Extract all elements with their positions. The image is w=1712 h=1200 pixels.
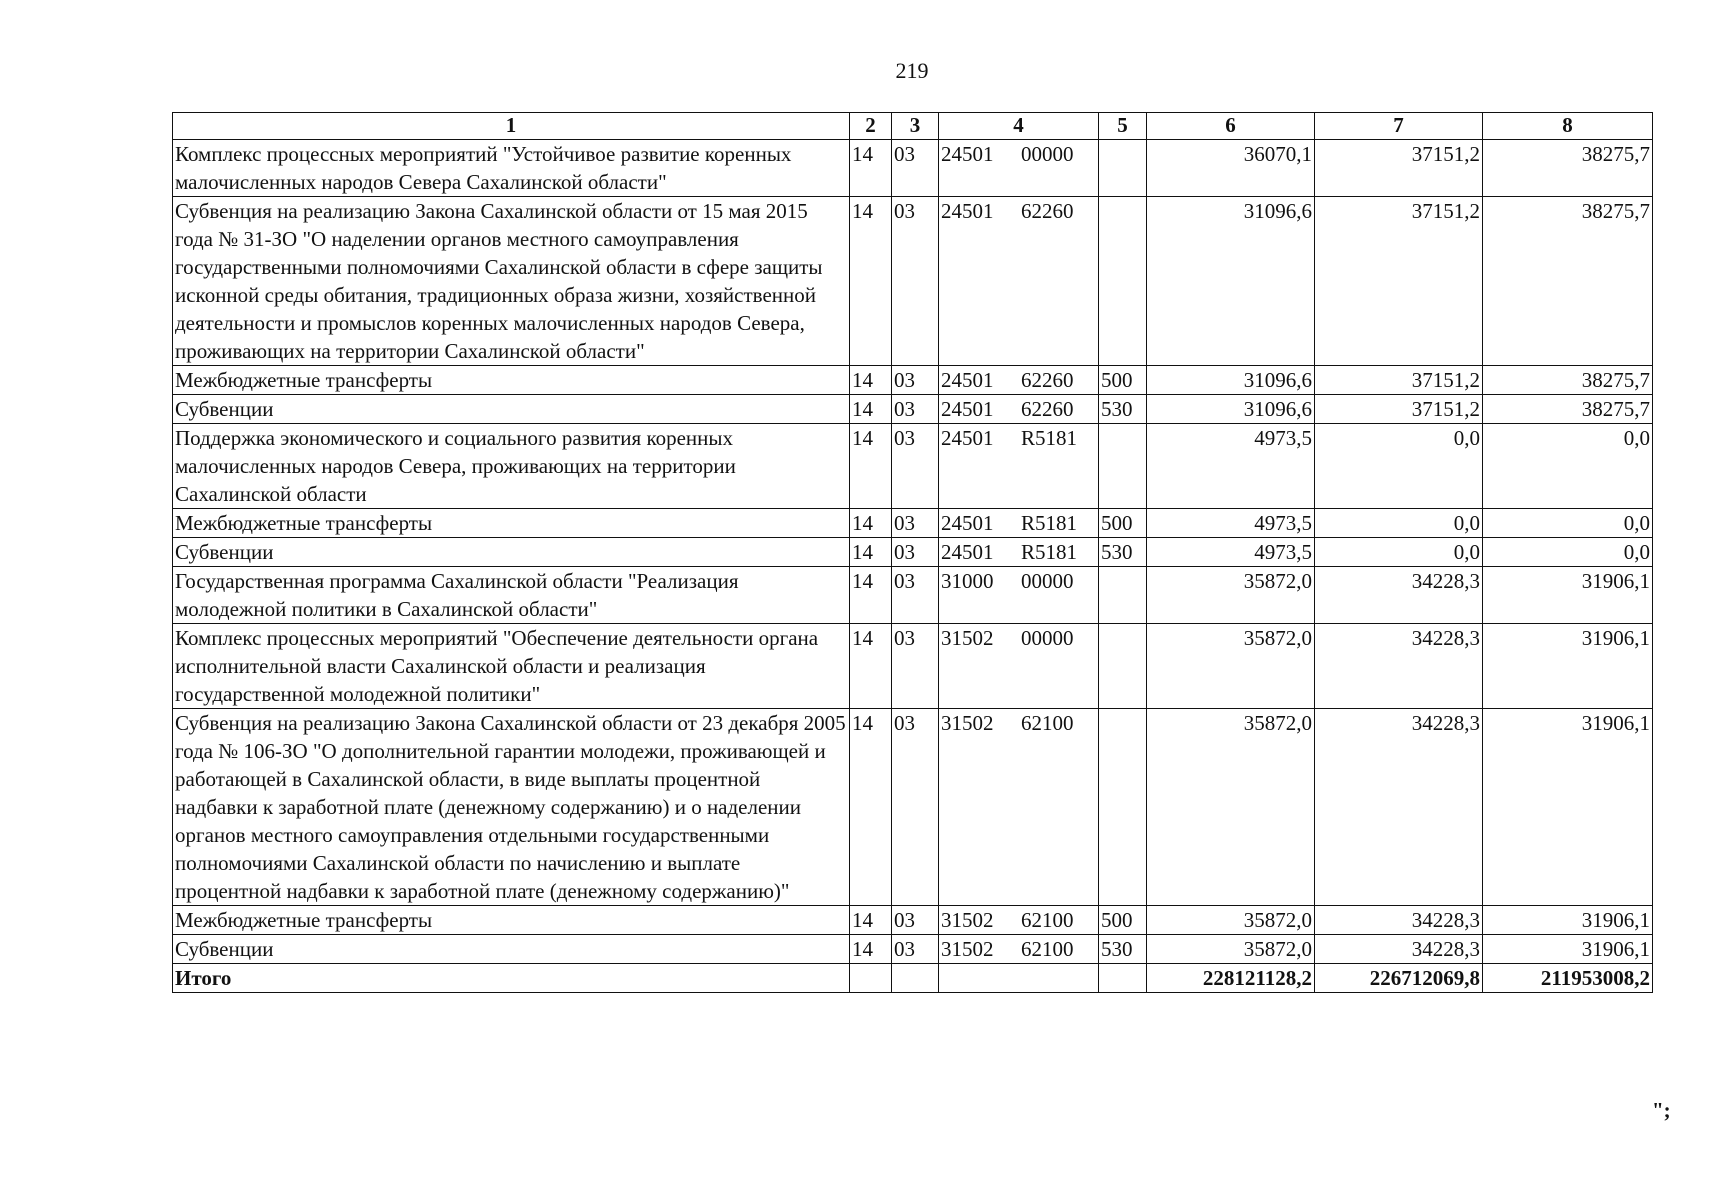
amount-col7: 34228,3 [1315, 624, 1483, 709]
code-expense-type: 500 [1099, 366, 1147, 395]
row-description: Государственная программа Сахалинской области "Реализация молодежной политики в Сахалинской области" [173, 567, 850, 624]
code-section: 14 [850, 140, 892, 197]
table-row [173, 424, 1653, 509]
code-program: 24501 [941, 142, 994, 166]
amount-col7: 34228,3 [1315, 709, 1483, 906]
code-program: 24501 [941, 426, 994, 450]
col-header-5: 5 [1099, 113, 1147, 140]
code-section: 14 [850, 935, 892, 964]
amount-col7: 37151,2 [1315, 197, 1483, 366]
code-expense-type [1099, 709, 1147, 906]
amount-col6: 31096,6 [1147, 366, 1315, 395]
page-number: 219 [895, 58, 929, 83]
row-description: Субвенция на реализацию Закона Сахалинской области от 15 мая 2015 года № 31-ЗО "О наделении органов местного самоуправления государственными полномочиями Сахалинской области в сфере защиты исконной среды обитания, традиционных образа жизни, хозяйственной деятельности и промыслов коренных малочисленных народов Севера, проживающих на территории Сахалинской области" [173, 197, 850, 366]
amount-col6: 35872,0 [1147, 906, 1315, 935]
code-direction: 62260 [1021, 397, 1074, 421]
amount-col7: 0,0 [1315, 424, 1483, 509]
table-row [173, 567, 1653, 624]
amount-col8: 31906,1 [1483, 906, 1653, 935]
amount-col8: 31906,1 [1483, 567, 1653, 624]
code-direction: 62260 [1021, 368, 1074, 392]
code-program: 31502 [941, 626, 994, 650]
code-expense-type: 500 [1099, 906, 1147, 935]
code-program: 24501 [941, 511, 994, 535]
amount-col8: 31906,1 [1483, 935, 1653, 964]
code-target-article [939, 395, 1099, 424]
code-expense-type [1099, 197, 1147, 366]
row-description: Межбюджетные трансферты [173, 509, 850, 538]
code-direction: 62100 [1021, 908, 1074, 932]
code-program: 31000 [941, 569, 994, 593]
code-section: 14 [850, 197, 892, 366]
empty-cell [850, 964, 892, 993]
code-subsection: 03 [892, 538, 939, 567]
code-expense-type: 530 [1099, 935, 1147, 964]
col-header-1: 1 [173, 113, 850, 140]
amount-col6: 35872,0 [1147, 935, 1315, 964]
amount-col8: 38275,7 [1483, 197, 1653, 366]
row-description: Комплекс процессных мероприятий "Устойчивое развитие коренных малочисленных народов Севера Сахалинской области" [173, 140, 850, 197]
code-subsection: 03 [892, 197, 939, 366]
row-description: Межбюджетные трансферты [173, 906, 850, 935]
amount-col6: 31096,6 [1147, 395, 1315, 424]
table-row [173, 709, 1653, 906]
code-target-article [939, 709, 1099, 906]
code-target-article [939, 140, 1099, 197]
code-section: 14 [850, 709, 892, 906]
amount-col7: 0,0 [1315, 509, 1483, 538]
empty-cell [892, 964, 939, 993]
code-section: 14 [850, 567, 892, 624]
code-section: 14 [850, 538, 892, 567]
header-row [173, 113, 1653, 140]
col-header-8: 8 [1483, 113, 1653, 140]
code-program: 24501 [941, 199, 994, 223]
code-subsection: 03 [892, 906, 939, 935]
budget-table [172, 112, 1653, 993]
amount-col8: 38275,7 [1483, 395, 1653, 424]
code-direction: 62260 [1021, 199, 1074, 223]
code-subsection: 03 [892, 424, 939, 509]
row-description: Субвенции [173, 538, 850, 567]
code-expense-type [1099, 567, 1147, 624]
row-description: Межбюджетные трансферты [173, 366, 850, 395]
code-subsection: 03 [892, 935, 939, 964]
code-subsection: 03 [892, 140, 939, 197]
code-direction: 00000 [1021, 569, 1074, 593]
code-program: 24501 [941, 397, 994, 421]
total-row [173, 964, 1653, 993]
code-expense-type: 530 [1099, 538, 1147, 567]
code-direction: R5181 [1021, 511, 1078, 535]
amount-col6: 31096,6 [1147, 197, 1315, 366]
amount-col7: 34228,3 [1315, 567, 1483, 624]
table-row [173, 906, 1653, 935]
table-row [173, 538, 1653, 567]
code-section: 14 [850, 424, 892, 509]
table-row [173, 140, 1653, 197]
table-row [173, 395, 1653, 424]
total-col6: 228121128,2 [1147, 964, 1315, 993]
code-target-article [939, 538, 1099, 567]
col-header-2: 2 [850, 113, 892, 140]
amount-col6: 35872,0 [1147, 567, 1315, 624]
amount-col7: 37151,2 [1315, 140, 1483, 197]
code-section: 14 [850, 509, 892, 538]
code-subsection: 03 [892, 624, 939, 709]
code-direction: R5181 [1021, 540, 1078, 564]
amount-col7: 37151,2 [1315, 366, 1483, 395]
code-subsection: 03 [892, 567, 939, 624]
code-target-article [939, 509, 1099, 538]
amount-col6: 4973,5 [1147, 424, 1315, 509]
code-section: 14 [850, 366, 892, 395]
table-row [173, 366, 1653, 395]
code-target-article [939, 567, 1099, 624]
total-label: Итого [173, 964, 850, 993]
amount-col6: 4973,5 [1147, 509, 1315, 538]
code-subsection: 03 [892, 509, 939, 538]
amount-col6: 4973,5 [1147, 538, 1315, 567]
code-direction: 00000 [1021, 142, 1074, 166]
row-description: Комплекс процессных мероприятий "Обеспечение деятельности органа исполнительной власти Сахалинской области и реализация государственной молодежной политики" [173, 624, 850, 709]
col-header-3: 3 [892, 113, 939, 140]
code-target-article [939, 906, 1099, 935]
amount-col8: 0,0 [1483, 509, 1653, 538]
amount-col6: 36070,1 [1147, 140, 1315, 197]
amount-col7: 0,0 [1315, 538, 1483, 567]
col-header-4: 4 [939, 113, 1099, 140]
code-program: 31502 [941, 908, 994, 932]
code-target-article [939, 424, 1099, 509]
code-expense-type: 500 [1099, 509, 1147, 538]
col-header-6: 6 [1147, 113, 1315, 140]
code-program: 24501 [941, 540, 994, 564]
col-header-7: 7 [1315, 113, 1483, 140]
code-subsection: 03 [892, 366, 939, 395]
empty-cell [1099, 964, 1147, 993]
code-subsection: 03 [892, 709, 939, 906]
code-target-article [939, 624, 1099, 709]
row-description: Субвенции [173, 395, 850, 424]
code-target-article [939, 935, 1099, 964]
row-description: Субвенция на реализацию Закона Сахалинской области от 23 декабря 2005 года № 106-ЗО "О дополнительной гарантии молодежи, проживающей и работающей в Сахалинской области, в виде выплаты процентной надбавки к заработной плате (денежному содержанию) и о наделении органов местного самоуправления отдельными государственными полномочиями Сахалинской области по начислению и выплате процентной надбавки к заработной плате (денежному содержанию)" [173, 709, 850, 906]
code-direction: 62100 [1021, 937, 1074, 961]
code-program: 31502 [941, 711, 994, 735]
closing-quote-mark: "; [1652, 1098, 1671, 1122]
code-expense-type [1099, 424, 1147, 509]
amount-col8: 0,0 [1483, 424, 1653, 509]
amount-col6: 35872,0 [1147, 624, 1315, 709]
amount-col8: 31906,1 [1483, 624, 1653, 709]
code-direction: 00000 [1021, 626, 1074, 650]
code-target-article [939, 366, 1099, 395]
amount-col8: 31906,1 [1483, 709, 1653, 906]
table-row [173, 935, 1653, 964]
code-subsection: 03 [892, 395, 939, 424]
code-section: 14 [850, 624, 892, 709]
code-direction: 62100 [1021, 711, 1074, 735]
table-row [173, 509, 1653, 538]
code-target-article [939, 197, 1099, 366]
amount-col7: 34228,3 [1315, 906, 1483, 935]
table-row [173, 624, 1653, 709]
amount-col7: 37151,2 [1315, 395, 1483, 424]
row-description: Субвенции [173, 935, 850, 964]
amount-col7: 34228,3 [1315, 935, 1483, 964]
amount-col8: 38275,7 [1483, 366, 1653, 395]
code-section: 14 [850, 395, 892, 424]
code-expense-type [1099, 624, 1147, 709]
empty-cell [939, 964, 1099, 993]
code-program: 24501 [941, 368, 994, 392]
row-description: Поддержка экономического и социального развития коренных малочисленных народов Севера, проживающих на территории Сахалинской области [173, 424, 850, 509]
code-expense-type [1099, 140, 1147, 197]
code-direction: R5181 [1021, 426, 1078, 450]
amount-col6: 35872,0 [1147, 709, 1315, 906]
code-program: 31502 [941, 937, 994, 961]
table-row [173, 197, 1653, 366]
amount-col8: 0,0 [1483, 538, 1653, 567]
amount-col8: 38275,7 [1483, 140, 1653, 197]
code-section: 14 [850, 906, 892, 935]
total-col8: 211953008,2 [1483, 964, 1653, 993]
total-col7: 226712069,8 [1315, 964, 1483, 993]
code-expense-type: 530 [1099, 395, 1147, 424]
